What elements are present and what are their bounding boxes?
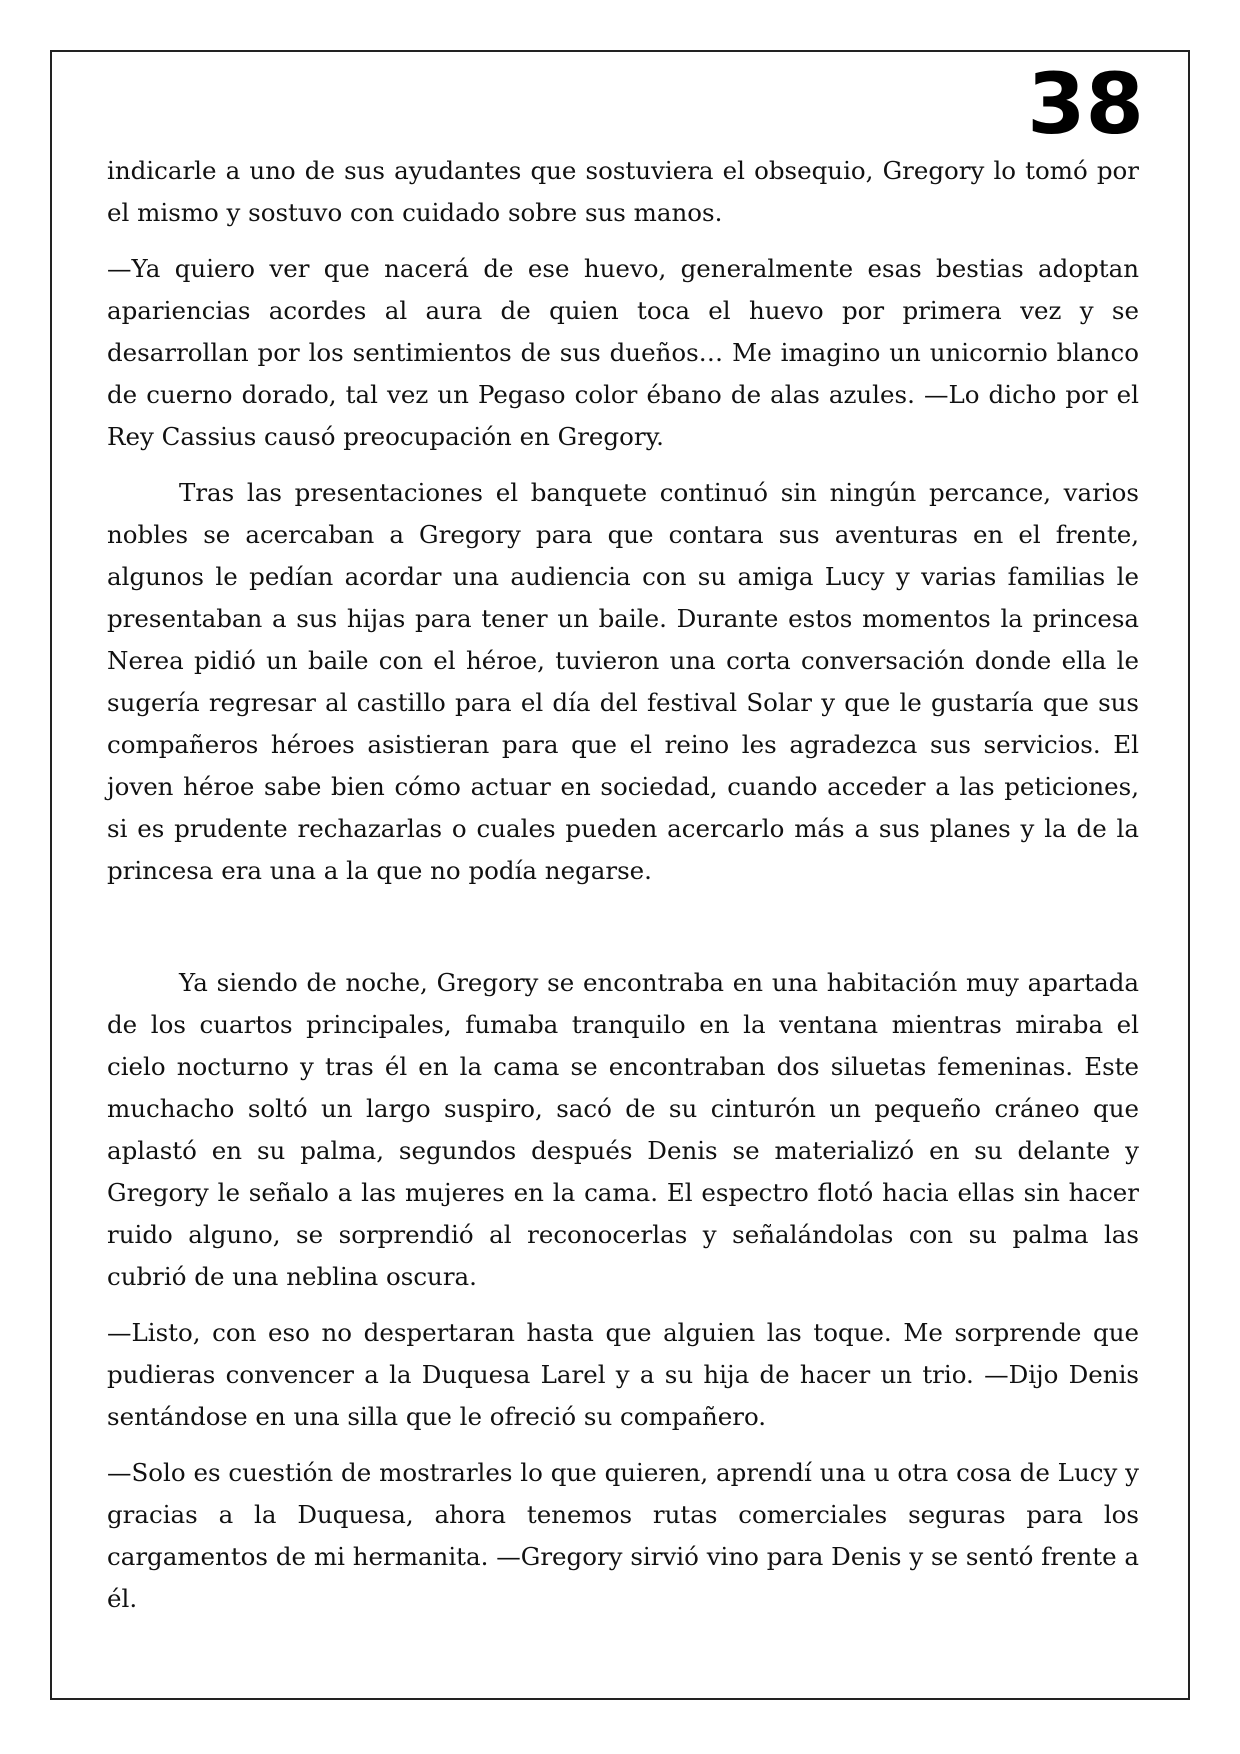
paragraph: —Solo es cuestión de mostrarles lo que quieren, aprendí una u otra cosa de Lucy y gracias a la Duquesa, ahora tenemos rutas comerciales seguras para los cargamentos de mi hermanita. —Gregory sirvió vino para Denis y se sentó frente a él. — [107, 1458, 1139, 1613]
paragraph: Ya siendo de noche, Gregory se encontraba en una habitación muy apartada de los cuartos principales, fumaba tranquilo en la ventana mientras miraba el cielo nocturno y tras él en la cama se encontraban dos siluetas femeninas. Este muchacho soltó un largo suspiro, sacó de su cinturón un pequeño cráneo que aplastó en su palma, segundos después Denis se materializó en su delante y Gregory le señalo a las mujeres en la cama. El espectro flotó hacia ellas sin hacer ruido alguno, se sorprendió al reconocerlas y señalándolas con su palma las cubrió de una neblina oscura. — [107, 968, 1139, 1291]
page-number: 38 — [1027, 55, 1144, 153]
text-body — [107, 150, 1139, 1634]
paragraph: Tras las presentaciones el banquete continuó sin ningún percance, varios nobles se acercaban a Gregory para que contara sus aventuras en el frente, algunos le pedían acordar una audiencia con su amiga Lucy y varias familias le presentaban a sus hijas para tener un baile. Durante estos momentos la princesa Nerea pidió un baile con el héroe, tuvieron una corta conversación donde ella le sugería regresar al castillo para el día del festival Solar y que le gustaría que sus compañeros héroes asistieran para que el reino les agradezca sus servicios. El joven héroe sabe bien cómo actuar en sociedad, cuando acceder a las peticiones, si es prudente rechazarlas o cuales pueden acercarlo más a sus planes y la de la princesa era una a la que no podía negarse. — [107, 478, 1139, 885]
page-frame — [50, 50, 1190, 1700]
paragraph: —Listo, con eso no despertaran hasta que alguien las toque. Me sorprende que pudieras convencer a la Duquesa Larel y a su hija de hacer un trio. —Dijo Denis sentándose en una silla que le ofreció su compañero. — [107, 1318, 1139, 1431]
paragraph: indicarle a uno de sus ayudantes que sostuviera el obsequio, Gregory lo tomó por el mismo y sostuvo con cuidado sobre sus manos. — [107, 156, 1139, 227]
paragraph: —Ya quiero ver que nacerá de ese huevo, generalmente esas bestias adoptan apariencias acordes al aura de quien toca el huevo por primera vez y se desarrollan por los sentimientos de sus dueños… Me imagino un unicornio blanco de cuerno dorado, tal vez un Pegaso color ébano de alas azules. —Lo dicho por el Rey Cassius causó preocupación en Gregory. — [107, 254, 1139, 451]
